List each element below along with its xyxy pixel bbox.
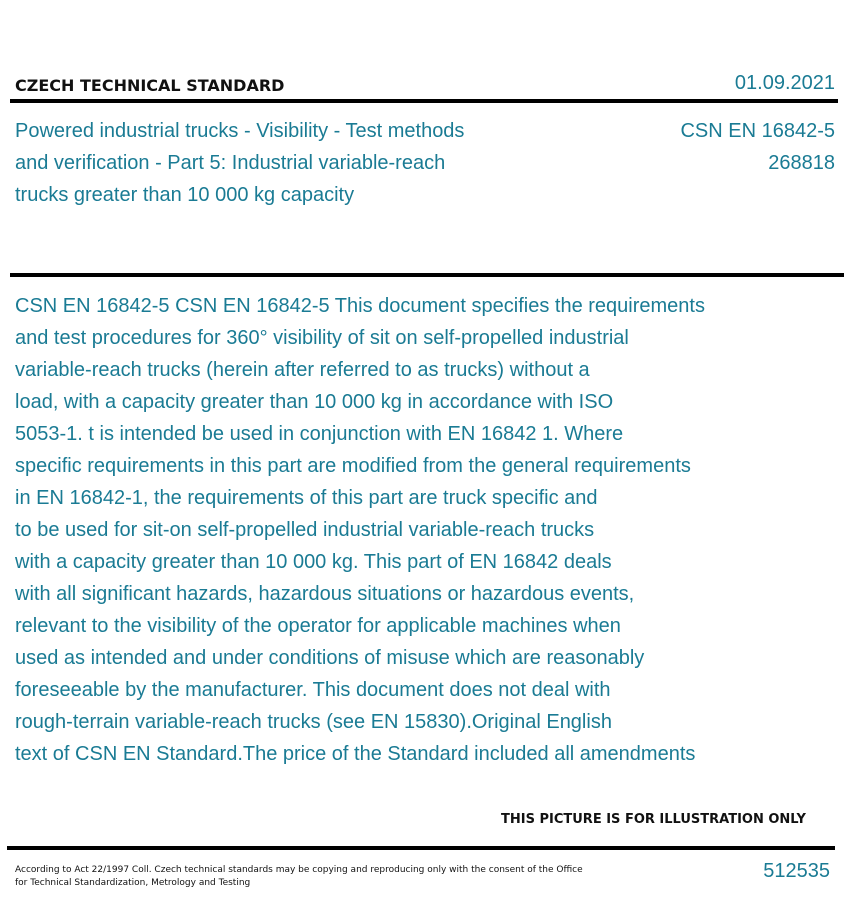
catalog-number: 268818 — [768, 152, 835, 174]
standard-code: CSN EN 16842-5 — [680, 120, 835, 142]
abstract-line: load, with a capacity greater than 10 000 kg in accordance with ISO — [15, 391, 614, 413]
footer-divider — [7, 846, 835, 850]
abstract-line: used as intended and under conditions of misuse which are reasonably — [15, 647, 645, 669]
standard-abstract — [15, 290, 795, 770]
abstract-line: with a capacity greater than 10 000 kg. This part of EN 16842 deals — [15, 551, 612, 573]
illustration-disclaimer: THIS PICTURE IS FOR ILLUSTRATION ONLY — [501, 812, 806, 827]
document-number: 512535 — [763, 860, 830, 882]
title-divider — [10, 273, 844, 277]
legal-notice — [15, 864, 615, 890]
publication-date: 01.09.2021 — [734, 72, 835, 94]
standard-codes — [680, 115, 835, 179]
abstract-line: rough-terrain variable-reach trucks (see EN 15830).Original English — [15, 711, 612, 733]
abstract-line: and test procedures for 360° visibility of sit on self-propelled industrial — [15, 327, 629, 349]
abstract-line: variable-reach trucks (herein after referred to as trucks) without a — [15, 359, 590, 381]
abstract-line: text of CSN EN Standard.The price of the Standard included all amendments — [15, 743, 696, 765]
abstract-line: relevant to the visibility of the operator for applicable machines when — [15, 615, 621, 637]
header-divider — [10, 99, 838, 103]
standard-type-label: CZECH TECHNICAL STANDARD — [15, 76, 285, 95]
abstract-line: CSN EN 16842-5 CSN EN 16842-5 This document specifies the requirements — [15, 295, 705, 317]
abstract-line: with all significant hazards, hazardous situations or hazardous events, — [15, 583, 635, 605]
legal-line: According to Act 22/1997 Coll. Czech technical standards may be copying and reproducing only with the consent of the Office — [15, 865, 583, 875]
legal-line: for Technical Standardization, Metrology and Testing — [15, 878, 251, 888]
abstract-line: 5053-1. t is intended be used in conjunction with EN 16842 1. Where — [15, 423, 624, 445]
standard-title — [15, 115, 515, 211]
title-line: and verification - Part 5: Industrial variable-reach — [15, 152, 446, 174]
abstract-line: specific requirements in this part are modified from the general requirements — [15, 455, 691, 477]
abstract-line: in EN 16842-1, the requirements of this part are truck specific and — [15, 487, 598, 509]
title-line: Powered industrial trucks - Visibility - Test methods — [15, 120, 465, 142]
abstract-line: foreseeable by the manufacturer. This document does not deal with — [15, 679, 611, 701]
abstract-line: to be used for sit-on self-propelled industrial variable-reach trucks — [15, 519, 595, 541]
title-line: trucks greater than 10 000 kg capacity — [15, 184, 355, 206]
